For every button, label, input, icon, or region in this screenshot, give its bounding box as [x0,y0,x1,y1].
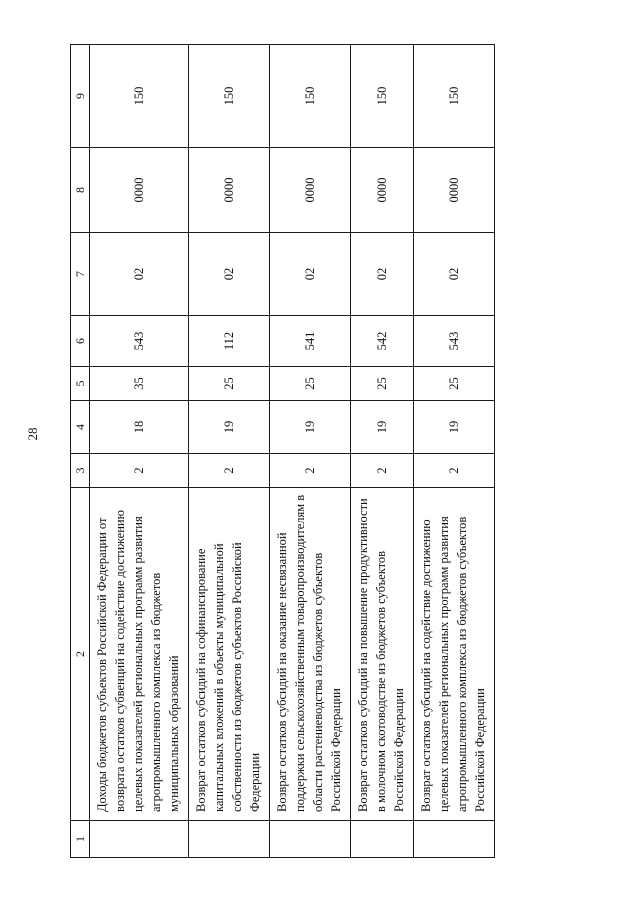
cell-col5: 25 [413,367,494,401]
cell-col3: 2 [189,454,270,488]
cell-col9: 150 [90,45,189,148]
column-header-7: 7 [71,233,90,316]
rotated-table-container [70,45,495,858]
column-header-1: 1 [71,821,90,858]
cell-col9: 150 [189,45,270,148]
cell-description: Возврат остатков субсидий на оказание несвязанной поддержки сельскохозяйственным товаропроизводителям в области растениеводства из бюджетов субъектов Российской Федерации [270,488,351,821]
cell-col4: 19 [351,401,414,454]
cell-col4: 19 [270,401,351,454]
cell-col3: 2 [90,454,189,488]
cell-col9: 150 [413,45,494,148]
column-header-8: 8 [71,148,90,233]
table-row [90,45,189,858]
cell-col8: 0000 [413,148,494,233]
cell-col5: 35 [90,367,189,401]
column-header-3: 3 [71,454,90,488]
cell-col5: 25 [351,367,414,401]
cell-col3: 2 [351,454,414,488]
cell-col4: 19 [413,401,494,454]
cell-col1 [189,821,270,858]
cell-description: Доходы бюджетов субъектов Российской Федерации от возврата остатков субвенций на содействие достижению целевых показателей региональных программ развития агропромышленного комплекса из бюджетов муниципальных образований [90,488,189,821]
cell-col1 [413,821,494,858]
column-header-5: 5 [71,367,90,401]
cell-col7: 02 [351,233,414,316]
cell-col3: 2 [413,454,494,488]
budget-classification-table [70,44,495,858]
cell-description: Возврат остатков субсидий на содействие достижению целевых показателей региональных программ развития агропромышленного комплекса из бюджетов субъектов Российской Федерации [413,488,494,821]
cell-col6: 543 [413,316,494,367]
cell-col8: 0000 [189,148,270,233]
cell-col8: 0000 [90,148,189,233]
cell-col1 [90,821,189,858]
cell-col5: 25 [189,367,270,401]
cell-col7: 02 [189,233,270,316]
cell-col3: 2 [270,454,351,488]
cell-col6: 543 [90,316,189,367]
cell-description: Возврат остатков субсидий на повышение продуктивности в молочном скотоводстве из бюджетов субъектов Российской Федерации [351,488,414,821]
cell-col4: 19 [189,401,270,454]
cell-col8: 0000 [270,148,351,233]
header-row [71,45,90,858]
cell-col9: 150 [351,45,414,148]
cell-col7: 02 [270,233,351,316]
cell-col8: 0000 [351,148,414,233]
column-header-4: 4 [71,401,90,454]
cell-col6: 542 [351,316,414,367]
cell-col7: 02 [413,233,494,316]
column-header-2: 2 [71,488,90,821]
table-row [189,45,270,858]
cell-col1 [270,821,351,858]
table-row [413,45,494,858]
table-row [351,45,414,858]
cell-col5: 25 [270,367,351,401]
cell-col1 [351,821,414,858]
cell-col4: 18 [90,401,189,454]
cell-col6: 112 [189,316,270,367]
cell-col9: 150 [270,45,351,148]
cell-col6: 541 [270,316,351,367]
cell-description: Возврат остатков субсидий на софинансирование капитальных вложений в объекты муниципальной собственности из бюджетов субъектов Российской Федерации [189,488,270,821]
table-row [270,45,351,858]
cell-col7: 02 [90,233,189,316]
page-number: 28 [25,427,40,441]
column-header-9: 9 [71,45,90,148]
column-header-6: 6 [71,316,90,367]
